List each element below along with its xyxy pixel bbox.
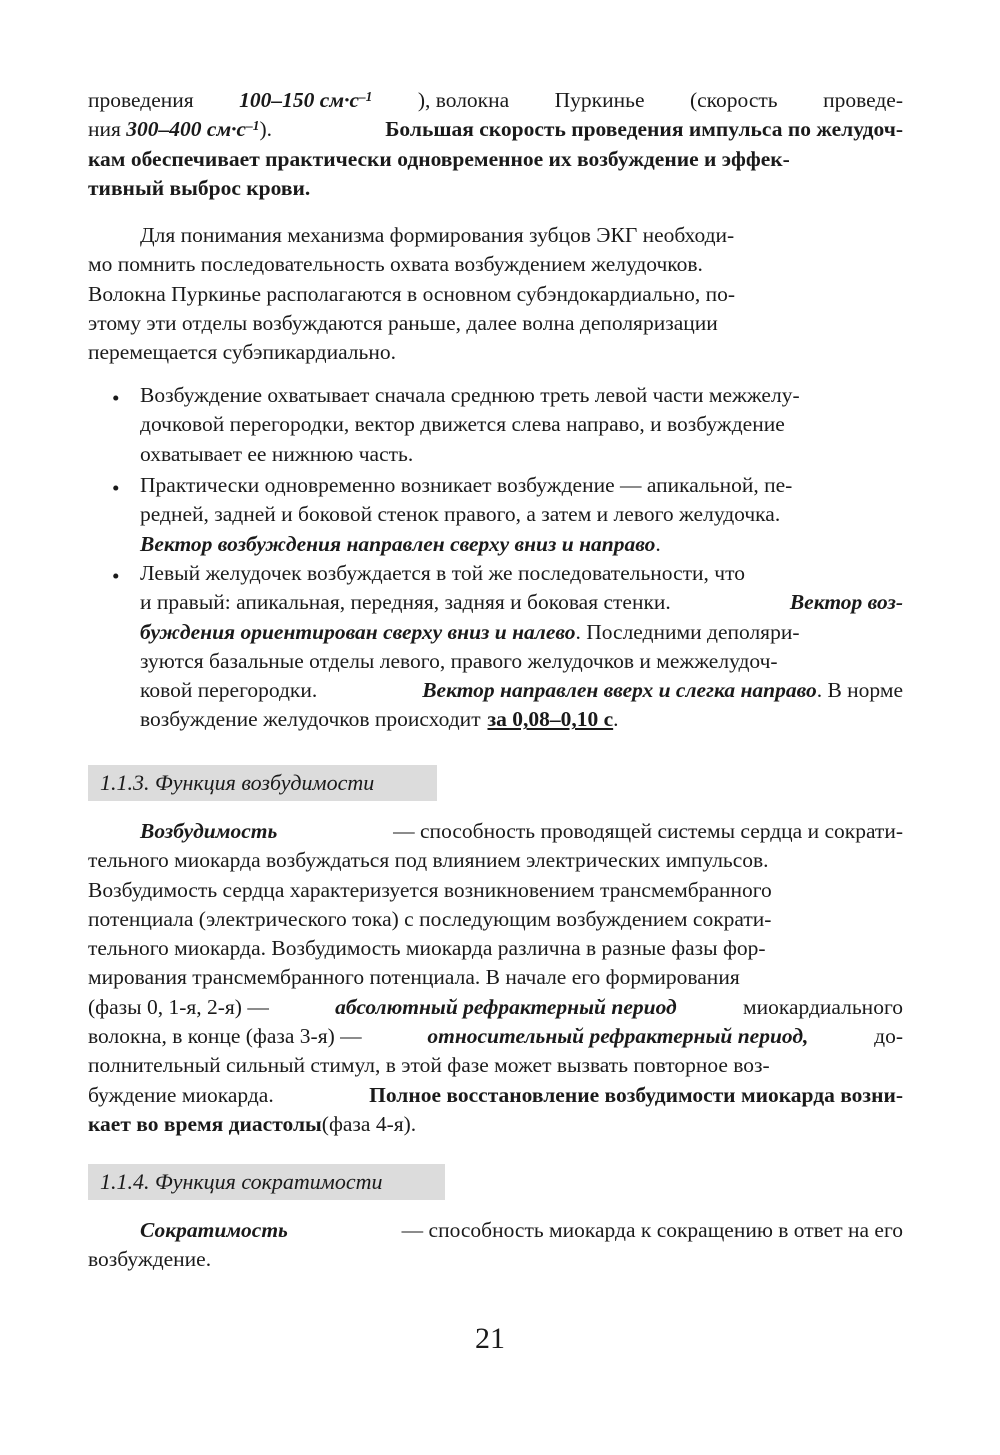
text-line bbox=[140, 676, 903, 705]
text-fragment: мирования трансмембранного потенциала. В начале его формирования bbox=[88, 965, 740, 990]
text-fragment: перемещается субэпикардиально. bbox=[88, 340, 396, 365]
text-line bbox=[140, 440, 903, 469]
text-line bbox=[88, 876, 903, 905]
text-line bbox=[140, 588, 903, 617]
bold-statement: Полное восстановление возбудимости миокарда возни- bbox=[369, 1082, 903, 1107]
text-fragment: зуются базальные отделы левого, правого желудочков и межжелудоч- bbox=[140, 648, 778, 673]
vector-direction: Вектор направлен вверх и слегка направо bbox=[422, 678, 817, 703]
bullet-item-right-ventricle bbox=[140, 471, 903, 559]
bullet-item-left-ventricle bbox=[140, 559, 903, 735]
text-line bbox=[88, 280, 903, 309]
bullet-point: • bbox=[112, 564, 120, 588]
text-line bbox=[140, 410, 903, 439]
text-line bbox=[140, 530, 903, 559]
text-line bbox=[88, 1110, 903, 1139]
text-fragment: ковой перегородки. bbox=[140, 678, 318, 703]
text-line bbox=[140, 500, 903, 529]
text-fragment: Пуркинье bbox=[554, 88, 645, 112]
text-fragment: (фаза 4-я). bbox=[321, 1111, 417, 1136]
text-line bbox=[140, 618, 903, 647]
vector-direction: буждения ориентирован сверху вниз и налево bbox=[140, 619, 576, 644]
section-heading-contractility: 1.1.4. Функция сократимости bbox=[88, 1164, 445, 1200]
text-fragment: полнительный сильный стимул, в этой фазе может вызвать повторное воз- bbox=[88, 1053, 770, 1078]
text-fragment: Левый желудочек возбуждается в той же последовательности, что bbox=[140, 561, 745, 585]
speed-value-text: 300–400 см·с bbox=[126, 117, 247, 142]
text-line bbox=[140, 705, 903, 734]
text-line bbox=[88, 221, 903, 250]
text-fragment: ), волокна bbox=[417, 88, 510, 112]
text-line bbox=[88, 250, 903, 279]
bold-statement: кам обеспечивает практически одновременное их возбуждение и эффек- bbox=[88, 146, 790, 171]
speed-value bbox=[239, 86, 372, 115]
text-line bbox=[88, 993, 903, 1022]
text-fragment: . Последними деполяри- bbox=[575, 619, 800, 644]
section-heading-excitability: 1.1.3. Функция возбудимости bbox=[88, 765, 437, 801]
text-fragment: — способность проводящей системы сердца и сократи- bbox=[393, 819, 903, 843]
defined-term: Возбудимость bbox=[140, 819, 278, 843]
vector-direction: Вектор воз- bbox=[789, 590, 903, 615]
paragraph-conduction-speed bbox=[88, 86, 903, 203]
text-fragment-group bbox=[140, 530, 661, 559]
bullet-point: • bbox=[112, 476, 120, 500]
page-number: 21 bbox=[475, 1322, 505, 1355]
text-fragment: Практически одновременно возникает возбуждение — апикальной, пе- bbox=[140, 473, 793, 497]
text-fragment: буждение миокарда. bbox=[88, 1082, 274, 1107]
text-line bbox=[88, 1245, 903, 1274]
text-line bbox=[88, 1051, 903, 1080]
text-fragment: (фазы 0, 1-я, 2-я) — bbox=[88, 994, 269, 1019]
text-line bbox=[140, 381, 903, 410]
text-fragment: волокна, в конце (фаза 3-я) — bbox=[88, 1024, 362, 1049]
excitation-duration: за 0,08–0,10 с bbox=[487, 707, 614, 732]
text-fragment: проведе- bbox=[823, 88, 903, 112]
text-line bbox=[88, 115, 903, 144]
text-fragment: . bbox=[655, 531, 661, 556]
bold-statement: кает во время диастолы bbox=[88, 1111, 322, 1136]
text-fragment: . В норме bbox=[816, 678, 903, 703]
text-fragment: Для понимания механизма формирования зубцов ЭКГ необходи- bbox=[140, 223, 735, 247]
superscript-exponent: –1 bbox=[359, 89, 373, 105]
text-fragment: дочковой перегородки, вектор движется слева направо, и возбуждение bbox=[140, 412, 785, 437]
text-line bbox=[88, 963, 903, 992]
absolute-refractory-period: абсолютный рефрактерный период bbox=[335, 994, 677, 1019]
text-fragment-group bbox=[422, 676, 903, 705]
text-fragment: ). bbox=[259, 117, 272, 142]
text-fragment: мо помнить последовательность охвата возбуждением желудочков. bbox=[88, 252, 703, 277]
text-fragment: возбуждение желудочков происходит bbox=[140, 707, 481, 732]
text-fragment: миокардиального bbox=[742, 994, 903, 1019]
text-fragment: проведения bbox=[88, 88, 194, 112]
text-line bbox=[140, 647, 903, 676]
text-line bbox=[88, 846, 903, 875]
text-fragment: (скорость bbox=[689, 88, 778, 112]
text-fragment: охватывает ее нижнюю часть. bbox=[140, 441, 414, 466]
text-line bbox=[88, 1216, 903, 1245]
speed-value bbox=[126, 117, 259, 141]
text-fragment: . bbox=[613, 707, 619, 732]
text-fragment: тельного миокарда. Возбудимость миокарда различна в разные фазы фор- bbox=[88, 936, 766, 961]
text-line bbox=[88, 905, 903, 934]
bullet-item-septum bbox=[140, 381, 903, 469]
relative-refractory-period: относительный рефрактерный период, bbox=[427, 1024, 809, 1049]
bold-statement: Большая скорость проведения импульса по желудоч- bbox=[385, 117, 903, 142]
text-line bbox=[88, 934, 903, 963]
text-line bbox=[88, 145, 903, 174]
text-line bbox=[140, 471, 903, 500]
text-fragment: потенциала (электрического тока) с последующим возбуждением сократи- bbox=[88, 906, 772, 931]
text-line bbox=[88, 309, 903, 338]
text-line bbox=[88, 1081, 903, 1110]
superscript-exponent: –1 bbox=[246, 118, 260, 134]
paragraph-ecg-waves bbox=[88, 221, 903, 367]
text-fragment: Возбудимость сердца характеризуется возникновением трансмембранного bbox=[88, 877, 772, 902]
text-fragment-group bbox=[88, 115, 272, 144]
bullet-point: • bbox=[112, 386, 120, 410]
text-fragment: — способность миокарда к сокращению в ответ на его bbox=[401, 1218, 903, 1242]
text-line bbox=[88, 174, 903, 203]
text-fragment: тельного миокарда возбуждаться под влиянием электрических импульсов. bbox=[88, 848, 769, 873]
text-line bbox=[88, 817, 903, 846]
text-fragment: Возбуждение охватывает сначала среднюю треть левой части межжелу- bbox=[140, 383, 800, 407]
text-line bbox=[140, 559, 903, 588]
text-fragment: возбуждение. bbox=[88, 1247, 212, 1272]
bold-statement: тивный выброс крови. bbox=[88, 175, 311, 200]
text-fragment: редней, задней и боковой стенок правого, а затем и левого желудочка. bbox=[140, 502, 781, 527]
text-line bbox=[88, 338, 903, 367]
paragraph-excitability bbox=[88, 817, 903, 1139]
defined-term: Сократимость bbox=[140, 1218, 288, 1242]
text-fragment: этому эти отделы возбуждаются раньше, далее волна деполяризации bbox=[88, 310, 718, 335]
text-fragment: ния bbox=[88, 117, 121, 142]
text-fragment: и правый: апикальная, передняя, задняя и боковая стенки. bbox=[140, 590, 671, 615]
vector-direction: Вектор возбуждения направлен сверху вниз и направо bbox=[140, 531, 656, 556]
text-line bbox=[88, 86, 903, 115]
text-fragment: до- bbox=[874, 1024, 903, 1049]
text-fragment-group bbox=[487, 705, 618, 734]
paragraph-contractility bbox=[88, 1216, 903, 1275]
text-line bbox=[88, 1022, 903, 1051]
text-fragment: Волокна Пуркинье располагаются в основном субэндокардиально, по- bbox=[88, 281, 735, 306]
speed-value-text: 100–150 см·с bbox=[239, 88, 359, 112]
text-fragment-group bbox=[140, 618, 800, 647]
